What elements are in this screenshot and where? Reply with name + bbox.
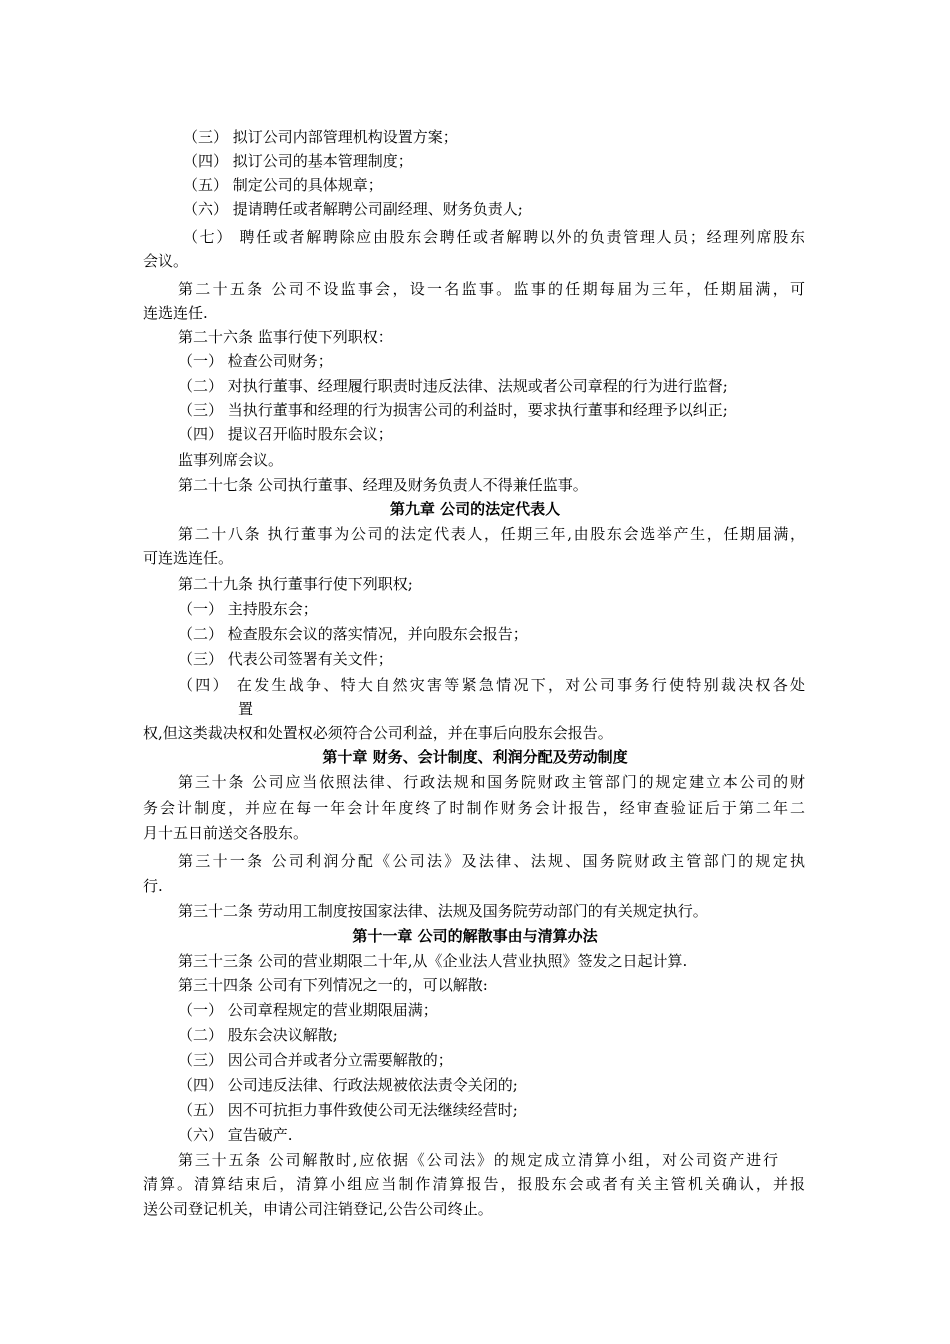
clause-item-6: （六） 宣告破产. xyxy=(178,1126,293,1144)
article-31: 第三十一条 公司利润分配《公司法》及法律、法规、国务院财政主管部门的规定执 xyxy=(178,852,805,870)
clause-item-3: （三） 代表公司签署有关文件； xyxy=(178,650,393,668)
clause-item-6: （六） 提请聘任或者解聘公司副经理、财务负责人; xyxy=(183,200,523,218)
article-30: 第三十条 公司应当依照法律、行政法规和国务院财政主管部门的规定建立本公司的财 xyxy=(178,773,805,791)
clause-item-2: （二） 检查股东会议的落实情况，并向股东会报告； xyxy=(178,625,528,643)
clause-item-5: （五） 制定公司的具体规章； xyxy=(183,176,383,194)
clause-item-1: （一） 公司章程规定的营业期限届满； xyxy=(178,1001,438,1019)
paragraph-continuation: 月十五日前送交各股东。 xyxy=(143,824,309,842)
clause-item-5: （五） 因不可抗拒力事件致使公司无法继续经营时; xyxy=(178,1101,518,1119)
clause-item-4: （四） 提议召开临时股东会议； xyxy=(178,425,393,443)
clause-item-4: （四） 拟订公司的基本管理制度； xyxy=(183,152,413,170)
clause-item-4: （四） 公司违反法律、行政法规被依法责令关闭的; xyxy=(178,1076,518,1094)
paragraph-continuation: 可连选连任。 xyxy=(143,549,234,567)
chapter-11-heading: 第十一章 公司的解散事由与清算办法 xyxy=(352,927,598,945)
article-27: 第二十七条 公司执行董事、经理及财务负责人不得兼任监事。 xyxy=(178,476,588,494)
article-34: 第三十四条 公司有下列情况之一的，可以解散: xyxy=(178,976,488,994)
article-32: 第三十二条 劳动用工制度按国家法律、法规及国务院劳动部门的有关规定执行。 xyxy=(178,902,708,920)
chapter-10-heading: 第十章 财务、会计制度、利润分配及劳动制度 xyxy=(322,748,628,766)
clause-item-2: （二） 股东会决议解散; xyxy=(178,1026,338,1044)
article-28: 第二十八条 执行董事为公司的法定代表人，任期三年,由股东会选举产生，任期届满， xyxy=(178,525,805,543)
article-33: 第三十三条 公司的营业期限二十年,从《企业法人营业执照》签发之日起计算. xyxy=(178,952,688,970)
article-26: 第二十六条 监事行使下列职权： xyxy=(178,328,393,346)
article-29: 第二十九条 执行董事行使下列职权; xyxy=(178,575,413,593)
paragraph-continuation: 行. xyxy=(143,877,163,895)
paragraph-continuation: 权,但这类裁决权和处置权必须符合公司利益，并在事后向股东会报告。 xyxy=(143,724,613,742)
paragraph-continuation: 送公司登记机关，申请公司注销登记,公告公司终止。 xyxy=(143,1200,493,1218)
paragraph-continuation: 务会计制度，并应在每一年会计年度终了时制作财务会计报告，经审查验证后于第二年二 xyxy=(143,799,805,817)
chapter-9-heading: 第九章 公司的法定代表人 xyxy=(389,500,561,518)
clause-item-4: （四） 在发生战争、特大自然灾害等紧急情况下，对公司事务行使特别裁决权各处 xyxy=(178,676,805,694)
paragraph-text: 监事列席会议。 xyxy=(178,451,284,469)
paragraph-continuation: 清算。清算结束后，清算小组应当制作清算报告，报股东会或者有关主管机关确认，并报 xyxy=(143,1175,805,1193)
paragraph-continuation: 会议。 xyxy=(143,252,189,270)
clause-item-3: （三） 因公司合并或者分立需要解散的； xyxy=(178,1051,453,1069)
paragraph-continuation: 连选连任. xyxy=(143,304,208,322)
paragraph-continuation: 置 xyxy=(238,700,254,718)
article-35: 第三十五条 公司解散时,应依据《公司法》的规定成立清算小组，对公司资产进行 xyxy=(178,1151,778,1169)
article-25: 第二十五条 公司不设监事会，设一名监事。监事的任期每届为三年，任期届满，可 xyxy=(178,280,805,298)
clause-item-7: （七） 聘任或者解聘除应由股东会聘任或者解聘以外的负责管理人员；经理列席股东 xyxy=(183,228,805,246)
clause-item-3: （三） 拟订公司内部管理机构设置方案； xyxy=(183,128,458,146)
clause-item-1: （一） 主持股东会； xyxy=(178,600,318,618)
clause-item-3: （三） 当执行董事和经理的行为损害公司的利益时，要求执行董事和经理予以纠正; xyxy=(178,401,728,419)
clause-item-1: （一） 检查公司财务； xyxy=(178,352,333,370)
clause-item-2: （二） 对执行董事、经理履行职责时违反法律、法规或者公司章程的行为进行监督; xyxy=(178,377,728,395)
